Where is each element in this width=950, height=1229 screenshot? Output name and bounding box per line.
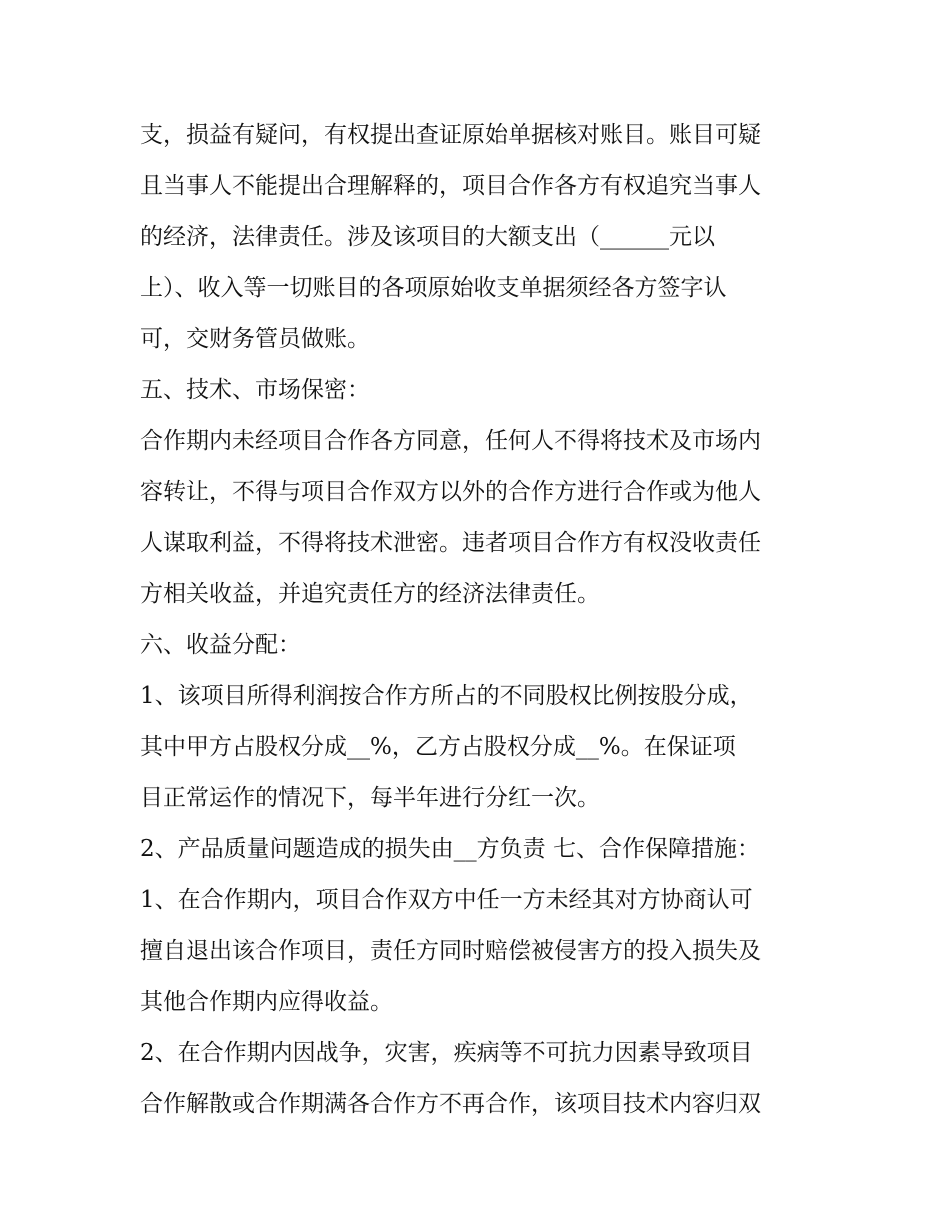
- text-line-19: 2、在合作期内因战争，灾害，疾病等不可抗力因素导致项目: [140, 1040, 753, 1066]
- text-line-12: 1、该项目所得利润按合作方所占的不同股权比例按股分成，: [140, 683, 753, 709]
- text-line-20: 合作解散或合作期满各合作方不再合作，该项目技术内容归双: [140, 1091, 761, 1117]
- section-heading-6: 六、收益分配：: [140, 632, 301, 658]
- text-line-13: 其中甲方占股权分成__%，乙方占股权分成__%。在保证项: [140, 734, 736, 760]
- section-heading-5: 五、技术、市场保密：: [140, 377, 370, 403]
- text-line-14: 目正常运作的情况下，每半年进行分红一次。: [140, 785, 600, 811]
- contract-text: [140, 110, 830, 1130]
- text-line-2: 且当事人不能提出合理解释的，项目合作各方有权追究当事人: [140, 173, 761, 199]
- text-line-16: 1、在合作期内，项目合作双方中任一方未经其对方协商认可: [140, 887, 753, 913]
- text-line-10: 方相关收益，并追究责任方的经济法律责任。: [140, 581, 600, 607]
- text-line-7: 合作期内未经项目合作各方同意，任何人不得将技术及市场内: [140, 428, 761, 454]
- text-line-8: 容转让，不得与项目合作双方以外的合作方进行合作或为他人: [140, 479, 761, 505]
- text-line-3: 的经济，法律责任。涉及该项目的大额支出（______元以: [140, 224, 715, 250]
- text-line-17: 擅自退出该合作项目，责任方同时赔偿被侵害方的投入损失及: [140, 938, 761, 964]
- text-line-4: 上）、收入等一切账目的各项原始收支单据须经各方签字认: [140, 275, 727, 301]
- text-line-18: 其他合作期内应得收益。: [140, 989, 393, 1015]
- text-line-9: 人谋取利益，不得将技术泄密。违者项目合作方有权没收责任: [140, 530, 761, 556]
- text-line-5: 可，交财务管员做账。: [140, 326, 370, 352]
- text-line-15: 2、产品质量问题造成的损失由__方负责 七、合作保障措施：: [140, 836, 760, 862]
- text-line-1: 支，损益有疑问，有权提出查证原始单据核对账目。账目可疑: [140, 122, 761, 148]
